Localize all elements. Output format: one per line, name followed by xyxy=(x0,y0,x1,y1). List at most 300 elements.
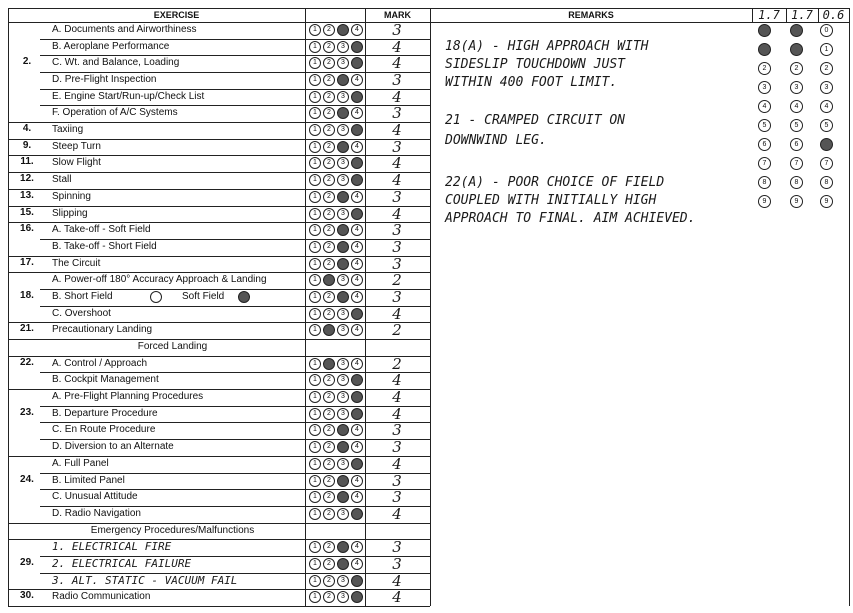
mark-circle-1[interactable]: 1 xyxy=(309,424,321,436)
dial-digit-4[interactable]: 4 xyxy=(820,100,833,113)
mark-circle-4[interactable]: 4 xyxy=(351,591,363,603)
mark-circles xyxy=(309,107,363,119)
mark-circle-2[interactable]: 2 xyxy=(323,508,335,520)
exercise-label: 1. ELECTRICAL FIRE xyxy=(52,540,172,554)
mark-circle-1[interactable]: 1 xyxy=(309,358,321,370)
mark-circle-1[interactable]: 1 xyxy=(309,141,321,153)
mark-circle-2[interactable]: 2 xyxy=(323,224,335,236)
short-field-option[interactable] xyxy=(150,291,162,303)
exercise-column-border xyxy=(305,8,306,606)
mark-circle-2[interactable]: 2 xyxy=(323,274,335,286)
mark-circle-1[interactable]: 1 xyxy=(309,124,321,136)
mark-circle-2[interactable]: 2 xyxy=(323,157,335,169)
mark-circles xyxy=(309,74,363,86)
exercise-number: 24. xyxy=(20,473,34,485)
exercise-label: Stall xyxy=(52,174,72,186)
flight-hours-value: 0.6 xyxy=(822,8,845,22)
dial-digit-7[interactable]: 7 xyxy=(758,157,771,170)
mark-circle-2[interactable]: 2 xyxy=(323,141,335,153)
hours-dial xyxy=(790,24,803,208)
exercise-label: D. Pre-Flight Inspection xyxy=(52,74,157,86)
mark-circle-3[interactable]: 3 xyxy=(337,224,349,236)
exercise-label: B. Aeroplane Performance xyxy=(52,40,170,52)
section-heading: Forced Landing xyxy=(137,341,208,353)
mark-circle-2[interactable]: 2 xyxy=(323,258,335,270)
mark-circles xyxy=(309,458,363,470)
mark-circle-3[interactable]: 3 xyxy=(337,308,349,320)
handwritten-mark: 3 xyxy=(392,71,402,90)
exercise-label: Slipping xyxy=(52,207,88,219)
mark-circles xyxy=(309,124,363,136)
mark-circle-3[interactable]: 3 xyxy=(337,24,349,36)
mark-circle-4[interactable]: 4 xyxy=(351,441,363,453)
mark-circles xyxy=(309,191,363,203)
mark-circle-4[interactable]: 4 xyxy=(351,291,363,303)
handwritten-mark: 4 xyxy=(392,54,402,73)
mark-circle-1[interactable]: 1 xyxy=(309,391,321,403)
mark-circle-2[interactable]: 2 xyxy=(323,174,335,186)
exercise-number: 22. xyxy=(20,356,34,368)
handwritten-mark: 4 xyxy=(392,304,402,323)
mark-circle-4[interactable]: 4 xyxy=(351,274,363,286)
dial-digit-6[interactable]: 6 xyxy=(758,138,771,151)
exercise-number: 21. xyxy=(20,323,34,335)
hours-dial xyxy=(820,24,833,208)
mark-circle-1[interactable]: 1 xyxy=(309,157,321,169)
dial-digit-2[interactable]: 2 xyxy=(790,62,803,75)
dial-digit-9[interactable]: 9 xyxy=(820,195,833,208)
mark-circle-1[interactable]: 1 xyxy=(309,408,321,420)
exercise-number: 12. xyxy=(20,173,34,185)
exercise-number: 23. xyxy=(20,406,34,418)
dial-digit-4[interactable]: 4 xyxy=(790,100,803,113)
mark-circle-4[interactable]: 4 xyxy=(351,558,363,570)
mark-circle-2[interactable]: 2 xyxy=(323,107,335,119)
remarks-header: REMARKS xyxy=(568,10,614,20)
mark-circle-4[interactable]: 4 xyxy=(351,157,363,169)
mark-circles xyxy=(309,374,363,386)
handwritten-mark: 4 xyxy=(392,504,402,523)
exercise-number: 30. xyxy=(20,590,34,602)
exercise-label: 2. ELECTRICAL FAILURE xyxy=(52,556,192,570)
mark-circle-1[interactable]: 1 xyxy=(309,191,321,203)
mark-circle-1[interactable]: 1 xyxy=(309,274,321,286)
exercise-label: B. Short Field xyxy=(52,290,113,302)
mark-circles xyxy=(309,475,363,487)
exercise-number: 29. xyxy=(20,556,34,568)
mark-circles xyxy=(309,324,363,336)
mark-circle-1[interactable]: 1 xyxy=(309,41,321,53)
mark-circle-1[interactable]: 1 xyxy=(309,74,321,86)
handwritten-mark: 3 xyxy=(392,438,402,457)
mark-circle-3[interactable]: 3 xyxy=(337,141,349,153)
dial-digit-9[interactable]: 9 xyxy=(790,195,803,208)
exercise-label: C. Unusual Attitude xyxy=(52,491,138,503)
remark-line: 18(A) - HIGH APPROACH WITH xyxy=(445,39,649,54)
mark-circle-3[interactable]: 3 xyxy=(337,424,349,436)
mark-circle-2[interactable]: 2 xyxy=(323,491,335,503)
mark-circle-3[interactable]: 3 xyxy=(337,591,349,603)
exercise-label: Spinning xyxy=(52,190,91,202)
mark-circle-2[interactable]: 2 xyxy=(323,74,335,86)
mark-circle-2[interactable]: 2 xyxy=(323,308,335,320)
exercise-label: A. Pre-Flight Planning Procedures xyxy=(52,391,204,403)
exercise-label: C. Wt. and Balance, Loading xyxy=(52,57,180,69)
exercise-label: B. Take-off - Short Field xyxy=(52,240,157,252)
exercise-number: 16. xyxy=(20,223,34,235)
handwritten-mark: 4 xyxy=(392,371,402,390)
exercise-number: 17. xyxy=(20,256,34,268)
handwritten-mark: 4 xyxy=(392,388,402,407)
dial-digit-7[interactable]: 7 xyxy=(820,157,833,170)
mark-circle-2[interactable]: 2 xyxy=(323,291,335,303)
mark-circle-3[interactable]: 3 xyxy=(337,241,349,253)
dial-digit-0[interactable]: 0 xyxy=(758,24,771,37)
dial-digit-2[interactable]: 2 xyxy=(758,62,771,75)
mark-circle-3[interactable]: 3 xyxy=(337,274,349,286)
mark-circle-4[interactable]: 4 xyxy=(351,458,363,470)
mark-circle-4[interactable]: 4 xyxy=(351,358,363,370)
mark-circle-3[interactable]: 3 xyxy=(337,174,349,186)
flight-hours-value: 1.7 xyxy=(758,8,780,22)
remark-line: APPROACH TO FINAL. AIM ACHIEVED. xyxy=(445,211,696,226)
dial-digit-0[interactable]: 0 xyxy=(820,24,833,37)
exercise-label: A. Power-off 180° Accuracy Approach & Landing xyxy=(52,274,267,286)
dial-digit-1[interactable]: 1 xyxy=(790,43,803,56)
mark-circle-2[interactable]: 2 xyxy=(323,358,335,370)
mark-circles xyxy=(309,508,363,520)
mark-circle-3[interactable]: 3 xyxy=(337,157,349,169)
handwritten-mark: 3 xyxy=(392,287,402,306)
dial-digit-5[interactable]: 5 xyxy=(820,119,833,132)
flight-hours-value: 1.7 xyxy=(791,8,813,22)
mark-circle-1[interactable]: 1 xyxy=(309,258,321,270)
mark-circle-3[interactable]: 3 xyxy=(337,57,349,69)
handwritten-mark: 3 xyxy=(392,421,402,440)
dial-digit-4[interactable]: 4 xyxy=(758,100,771,113)
mark-circle-2[interactable]: 2 xyxy=(323,424,335,436)
remark-line: 21 - CRAMPED CIRCUIT ON xyxy=(445,113,626,128)
mark-circle-1[interactable]: 1 xyxy=(309,91,321,103)
mark-circle-1[interactable]: 1 xyxy=(309,441,321,453)
exercise-label: Precautionary Landing xyxy=(52,324,153,336)
exercise-label: B. Cockpit Management xyxy=(52,374,159,386)
mark-circle-4[interactable]: 4 xyxy=(351,224,363,236)
mark-circle-1[interactable]: 1 xyxy=(309,591,321,603)
handwritten-mark: 4 xyxy=(392,204,402,223)
mark-circles xyxy=(309,258,363,270)
mark-circle-1[interactable]: 1 xyxy=(309,491,321,503)
mark-circles xyxy=(309,157,363,169)
exercise-label: F. Operation of A/C Systems xyxy=(52,107,178,119)
mark-circles xyxy=(309,558,363,570)
mark-circle-2[interactable]: 2 xyxy=(323,41,335,53)
mark-circle-4[interactable]: 4 xyxy=(351,575,363,587)
mark-circle-4[interactable]: 4 xyxy=(351,374,363,386)
mark-circle-2[interactable]: 2 xyxy=(323,208,335,220)
mark-circle-4[interactable]: 4 xyxy=(351,241,363,253)
mark-circle-1[interactable]: 1 xyxy=(309,241,321,253)
mark-circle-4[interactable]: 4 xyxy=(351,491,363,503)
mark-header: MARK xyxy=(384,10,411,20)
mark-circle-3[interactable]: 3 xyxy=(337,391,349,403)
mark-circles xyxy=(309,441,363,453)
mark-circle-3[interactable]: 3 xyxy=(337,291,349,303)
mark-circle-4[interactable]: 4 xyxy=(351,508,363,520)
handwritten-mark: 3 xyxy=(392,471,402,490)
mark-circle-4[interactable]: 4 xyxy=(351,475,363,487)
mark-circle-4[interactable]: 4 xyxy=(351,141,363,153)
handwritten-mark: 3 xyxy=(392,254,402,273)
handwritten-mark: 4 xyxy=(392,454,402,473)
mark-circles xyxy=(309,591,363,603)
flight-test-report xyxy=(8,4,849,609)
handwritten-mark: 2 xyxy=(392,354,402,373)
handwritten-mark: 4 xyxy=(392,87,402,106)
handwritten-mark: 3 xyxy=(392,21,402,39)
dial-digit-1[interactable]: 1 xyxy=(820,43,833,56)
exercise-label: A. Full Panel xyxy=(52,457,109,469)
mark-circle-3[interactable]: 3 xyxy=(337,458,349,470)
mark-circle-1[interactable]: 1 xyxy=(309,508,321,520)
exercise-number: 4. xyxy=(22,123,32,135)
exercise-label: Radio Communication xyxy=(52,591,151,603)
mark-circle-4[interactable]: 4 xyxy=(351,174,363,186)
exercise-label: The Circuit xyxy=(52,257,101,269)
soft-field-label: Soft Field xyxy=(182,290,225,302)
mark-circle-3[interactable]: 3 xyxy=(337,124,349,136)
mark-circle-1[interactable]: 1 xyxy=(309,324,321,336)
dial-digit-6[interactable]: 6 xyxy=(790,138,803,151)
mark-circle-4[interactable]: 4 xyxy=(351,24,363,36)
mark-circle-2[interactable]: 2 xyxy=(323,575,335,587)
mark-circle-3[interactable]: 3 xyxy=(337,107,349,119)
table-right-border xyxy=(849,8,850,606)
mark-circle-3[interactable]: 3 xyxy=(337,558,349,570)
mark-circle-4[interactable]: 4 xyxy=(351,324,363,336)
handwritten-mark: 3 xyxy=(392,488,402,507)
mark-circle-2[interactable]: 2 xyxy=(323,541,335,553)
exercise-number: 13. xyxy=(20,189,34,201)
mark-circle-1[interactable]: 1 xyxy=(309,107,321,119)
mark-circle-3[interactable]: 3 xyxy=(337,441,349,453)
mark-circles xyxy=(309,358,363,370)
mark-circle-3[interactable]: 3 xyxy=(337,541,349,553)
mark-circle-2[interactable]: 2 xyxy=(323,458,335,470)
mark-circle-3[interactable]: 3 xyxy=(337,374,349,386)
mark-circle-4[interactable]: 4 xyxy=(351,57,363,69)
row-group-border xyxy=(8,606,430,607)
mark-circles xyxy=(309,24,363,36)
mark-circle-4[interactable]: 4 xyxy=(351,391,363,403)
mark-circle-4[interactable]: 4 xyxy=(351,74,363,86)
mark-circles xyxy=(309,308,363,320)
mark-circle-4[interactable]: 4 xyxy=(351,41,363,53)
mark-circle-4[interactable]: 4 xyxy=(351,208,363,220)
mark-circles xyxy=(309,424,363,436)
mark-circle-4[interactable]: 4 xyxy=(351,408,363,420)
mark-circles xyxy=(309,41,363,53)
handwritten-mark: 4 xyxy=(392,571,402,590)
mark-circle-1[interactable]: 1 xyxy=(309,558,321,570)
mark-circle-4[interactable]: 4 xyxy=(351,107,363,119)
remark-line: SIDESLIP TOUCHDOWN JUST xyxy=(445,57,626,72)
mark-circle-2[interactable]: 2 xyxy=(323,391,335,403)
dial-digit-3[interactable]: 3 xyxy=(790,81,803,94)
mark-circles xyxy=(309,241,363,253)
mark-circle-1[interactable]: 1 xyxy=(309,291,321,303)
mark-circles xyxy=(309,224,363,236)
dial-digit-3[interactable]: 3 xyxy=(820,81,833,94)
mark-circle-3[interactable]: 3 xyxy=(337,208,349,220)
handwritten-mark: 3 xyxy=(392,221,402,240)
exercise-label: E. Engine Start/Run-up/Check List xyxy=(52,90,205,102)
exercise-label: C. Overshoot xyxy=(52,307,111,319)
mark-circle-4[interactable]: 4 xyxy=(351,258,363,270)
table-left-border xyxy=(8,8,9,606)
mark-circle-4[interactable]: 4 xyxy=(351,124,363,136)
exercise-label: Steep Turn xyxy=(52,140,101,152)
exercise-number: 18. xyxy=(20,289,34,301)
mark-circle-2[interactable]: 2 xyxy=(323,408,335,420)
mark-circle-1[interactable]: 1 xyxy=(309,308,321,320)
handwritten-mark: 4 xyxy=(392,121,402,140)
mark-circle-2[interactable]: 2 xyxy=(323,241,335,253)
dial-digit-8[interactable]: 8 xyxy=(758,176,771,189)
mark-circle-2[interactable]: 2 xyxy=(323,374,335,386)
exercise-number: 9. xyxy=(22,139,32,151)
dial-digit-5[interactable]: 5 xyxy=(758,119,771,132)
remark-line: WITHIN 400 FOOT LIMIT. xyxy=(445,75,618,90)
dial-digit-1[interactable]: 1 xyxy=(758,43,771,56)
mark-circle-3[interactable]: 3 xyxy=(337,491,349,503)
mark-circles xyxy=(309,291,363,303)
handwritten-mark: 3 xyxy=(392,187,402,206)
mark-circle-2[interactable]: 2 xyxy=(323,591,335,603)
mark-circle-4[interactable]: 4 xyxy=(351,424,363,436)
mark-circles xyxy=(309,274,363,286)
mark-circle-1[interactable]: 1 xyxy=(309,57,321,69)
mark-circles xyxy=(309,408,363,420)
mark-circles xyxy=(309,391,363,403)
mark-circle-3[interactable]: 3 xyxy=(337,408,349,420)
mark-circles xyxy=(309,91,363,103)
dial-digit-7[interactable]: 7 xyxy=(790,157,803,170)
mark-circle-2[interactable]: 2 xyxy=(323,91,335,103)
mark-circle-2[interactable]: 2 xyxy=(323,441,335,453)
dial-digit-8[interactable]: 8 xyxy=(820,176,833,189)
exercise-label: C. En Route Procedure xyxy=(52,424,156,436)
dial-digit-3[interactable]: 3 xyxy=(758,81,771,94)
mark-circle-1[interactable]: 1 xyxy=(309,458,321,470)
mark-circles xyxy=(309,491,363,503)
hours-dial xyxy=(758,24,771,208)
mark-circle-2[interactable]: 2 xyxy=(323,57,335,69)
exercise-header: EXERCISE xyxy=(153,10,200,20)
mark-circle-1[interactable]: 1 xyxy=(309,24,321,36)
mark-circle-3[interactable]: 3 xyxy=(337,508,349,520)
remark-line: COUPLED WITH INITIALLY HIGH xyxy=(445,193,657,208)
mark-circle-4[interactable]: 4 xyxy=(351,541,363,553)
mark-circles xyxy=(309,141,363,153)
mark-circles xyxy=(309,208,363,220)
exercise-label: A. Documents and Airworthiness xyxy=(52,24,197,35)
soft-field-option[interactable] xyxy=(238,291,250,303)
exercise-label: D. Radio Navigation xyxy=(52,507,141,519)
dial-digit-6[interactable]: 6 xyxy=(820,138,833,151)
handwritten-mark: 3 xyxy=(392,137,402,156)
mark-circle-3[interactable]: 3 xyxy=(337,191,349,203)
mark-column-left-border xyxy=(365,8,366,606)
handwritten-mark: 4 xyxy=(392,588,402,607)
remark-line: DOWNWIND LEG. xyxy=(445,133,547,148)
exercise-label: D. Diversion to an Alternate xyxy=(52,441,174,453)
mark-circle-4[interactable]: 4 xyxy=(351,91,363,103)
mark-circle-2[interactable]: 2 xyxy=(323,558,335,570)
exercise-label: B. Departure Procedure xyxy=(52,407,158,419)
dial-digit-5[interactable]: 5 xyxy=(790,119,803,132)
dial-digit-8[interactable]: 8 xyxy=(790,176,803,189)
mark-circle-1[interactable]: 1 xyxy=(309,174,321,186)
handwritten-mark: 3 xyxy=(392,538,402,557)
handwritten-mark: 4 xyxy=(392,404,402,423)
mark-circles xyxy=(309,174,363,186)
handwritten-mark: 4 xyxy=(392,37,402,56)
handwritten-mark: 3 xyxy=(392,554,402,573)
mark-circle-3[interactable]: 3 xyxy=(337,41,349,53)
mark-circle-3[interactable]: 3 xyxy=(337,475,349,487)
exercise-label: A. Control / Approach xyxy=(52,357,148,369)
remark-line: 22(A) - POOR CHOICE OF FIELD xyxy=(445,175,665,190)
mark-circle-3[interactable]: 3 xyxy=(337,324,349,336)
mark-circle-3[interactable]: 3 xyxy=(337,575,349,587)
mark-circle-2[interactable]: 2 xyxy=(323,124,335,136)
handwritten-mark: 3 xyxy=(392,237,402,256)
mark-circle-1[interactable]: 1 xyxy=(309,224,321,236)
exercise-label: Slow Flight xyxy=(52,157,101,169)
exercise-label: B. Limited Panel xyxy=(52,474,125,486)
dial-digit-9[interactable]: 9 xyxy=(758,195,771,208)
mark-circle-1[interactable]: 1 xyxy=(309,475,321,487)
mark-circle-1[interactable]: 1 xyxy=(309,208,321,220)
mark-circle-1[interactable]: 1 xyxy=(309,541,321,553)
mark-column-right-border xyxy=(430,8,431,606)
mark-circle-1[interactable]: 1 xyxy=(309,575,321,587)
mark-circle-3[interactable]: 3 xyxy=(337,91,349,103)
mark-circle-4[interactable]: 4 xyxy=(351,191,363,203)
mark-circle-3[interactable]: 3 xyxy=(337,258,349,270)
exercise-number: 11. xyxy=(20,156,34,168)
handwritten-mark: 2 xyxy=(392,271,402,290)
mark-circle-2[interactable]: 2 xyxy=(323,475,335,487)
mark-circles xyxy=(309,575,363,587)
dial-digit-2[interactable]: 2 xyxy=(820,62,833,75)
mark-circle-2[interactable]: 2 xyxy=(323,191,335,203)
exercise-label: Taxiing xyxy=(52,124,84,136)
mark-circle-3[interactable]: 3 xyxy=(337,358,349,370)
mark-circle-1[interactable]: 1 xyxy=(309,374,321,386)
mark-circle-3[interactable]: 3 xyxy=(337,74,349,86)
mark-circle-2[interactable]: 2 xyxy=(323,324,335,336)
exercise-number: 15. xyxy=(20,206,34,218)
mark-circles xyxy=(309,57,363,69)
mark-circle-4[interactable]: 4 xyxy=(351,308,363,320)
handwritten-mark: 4 xyxy=(392,171,402,190)
handwritten-mark: 4 xyxy=(392,154,402,173)
handwritten-mark: 3 xyxy=(392,104,402,123)
mark-circle-2[interactable]: 2 xyxy=(323,24,335,36)
dial-digit-0[interactable]: 0 xyxy=(790,24,803,37)
